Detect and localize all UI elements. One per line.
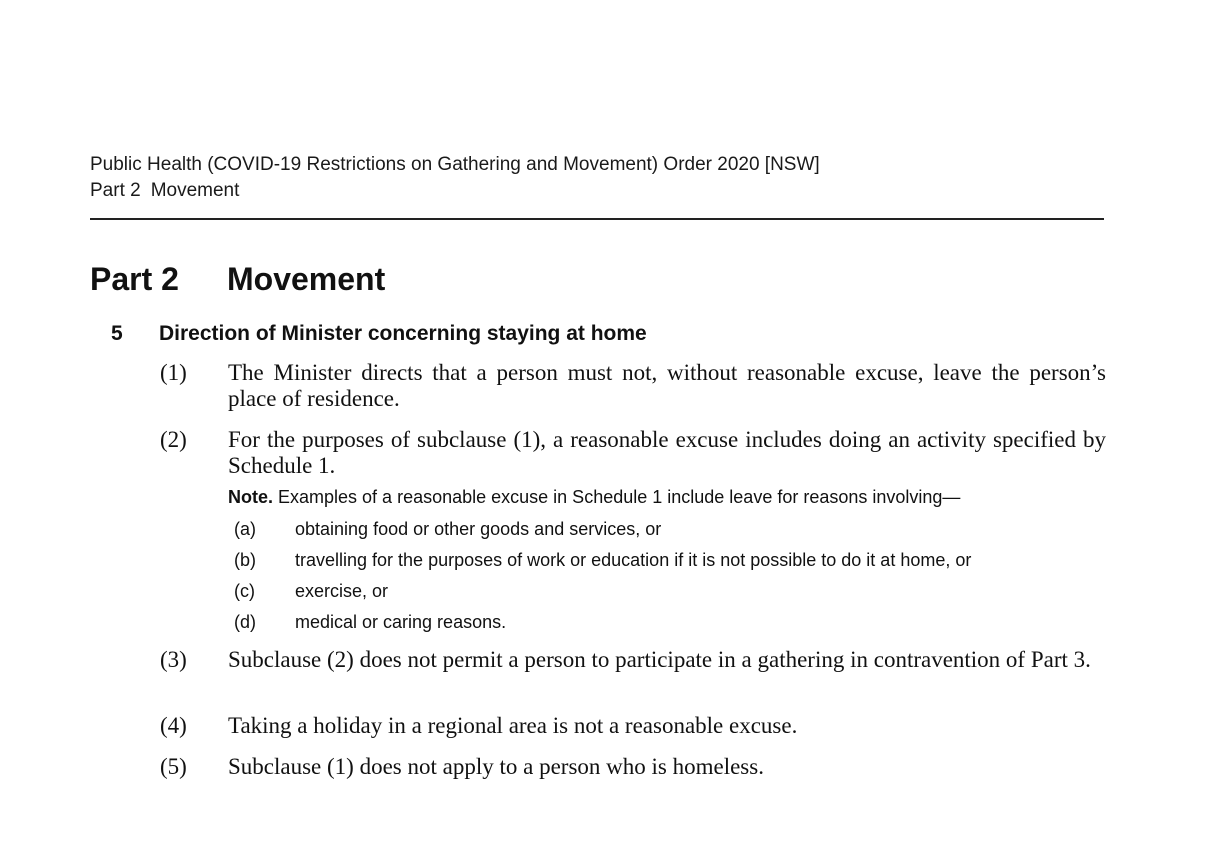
- note-item-text: obtaining food or other goods and services, or: [295, 519, 662, 539]
- note-item-label: (c): [234, 581, 255, 601]
- clause-3: [160, 647, 1106, 673]
- header-divider: [90, 218, 1104, 220]
- clause-4: [160, 713, 1106, 739]
- note-intro: Examples of a reasonable excuse in Schedule 1 include leave for reasons involving—: [278, 487, 961, 507]
- note-label: Note.: [228, 487, 273, 507]
- note: [228, 484, 1108, 510]
- clause-5: [160, 754, 1106, 780]
- clause-number: (1): [160, 360, 187, 385]
- header-part-name: Movement: [150, 180, 240, 201]
- section-number: 5: [111, 322, 123, 345]
- clause-text: For the purposes of subclause (1), a reasonable excuse includes doing an activity specified by Schedule 1.: [228, 427, 1106, 478]
- header-part-number: Part 2: [90, 180, 141, 201]
- clause-number: (5): [160, 754, 187, 779]
- section-heading: [111, 320, 647, 348]
- note-item-c: [234, 578, 388, 604]
- running-header: [90, 152, 820, 204]
- clause-text: The Minister directs that a person must not, without reasonable excuse, leave the person’s place of residence.: [228, 360, 1106, 411]
- clause-2: [160, 427, 1106, 479]
- clause-number: (2): [160, 427, 187, 452]
- header-part-line: [90, 178, 820, 204]
- note-item-label: (b): [234, 550, 256, 570]
- header-title: Public Health (COVID-19 Restrictions on Gathering and Movement) Order 2020 [NSW]: [90, 154, 820, 175]
- note-item-b: [234, 547, 971, 573]
- part-number: Part 2: [90, 261, 179, 297]
- clause-1: [160, 360, 1106, 412]
- note-item-text: exercise, or: [295, 581, 389, 601]
- part-heading: [90, 258, 385, 300]
- note-item-a: [234, 516, 661, 542]
- part-title: Movement: [227, 261, 386, 297]
- clause-number: (3): [160, 647, 187, 672]
- note-item-text: medical or caring reasons.: [295, 612, 507, 632]
- note-item-label: (a): [234, 519, 256, 539]
- note-item-text: travelling for the purposes of work or education if it is not possible to do it at home, or: [295, 550, 972, 570]
- section-title: Direction of Minister concerning staying at home: [159, 322, 647, 345]
- clause-text: Taking a holiday in a regional area is not a reasonable excuse.: [228, 713, 798, 738]
- clause-text: Subclause (2) does not permit a person to participate in a gathering in contravention of Part 3.: [228, 647, 1091, 672]
- clause-text: Subclause (1) does not apply to a person who is homeless.: [228, 754, 764, 779]
- note-item-d: [234, 609, 506, 635]
- note-item-label: (d): [234, 612, 256, 632]
- clause-number: (4): [160, 713, 187, 738]
